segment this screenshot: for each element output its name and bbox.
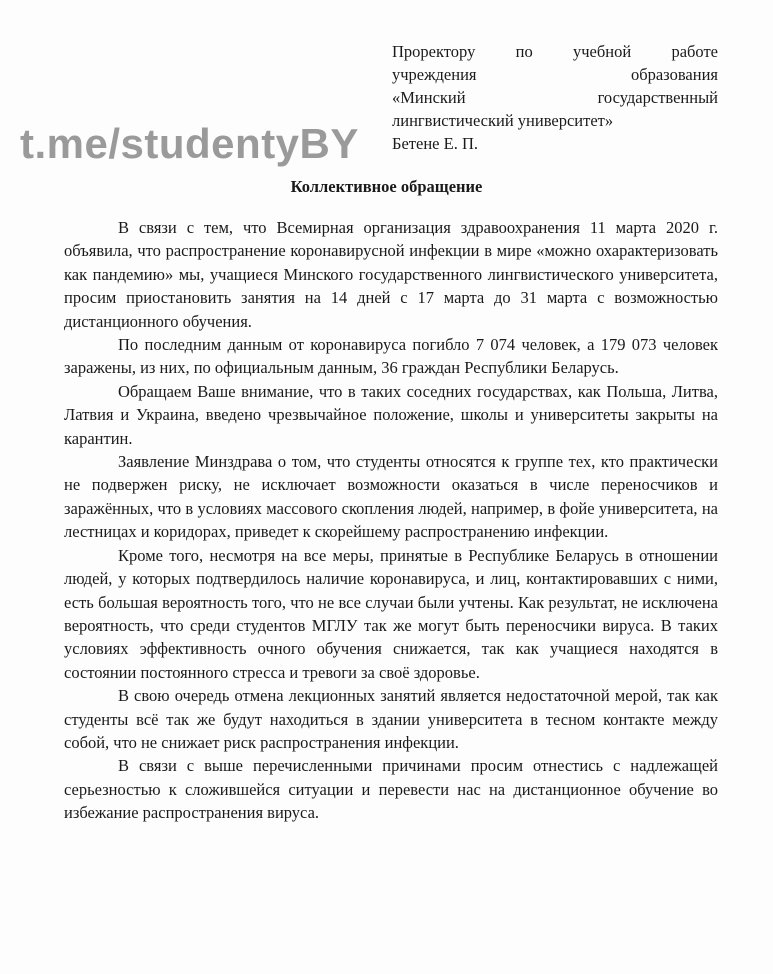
- addressee-line: «Минский государственный: [392, 88, 718, 107]
- addressee-line: учреждения образования: [392, 65, 718, 84]
- body-paragraph: Кроме того, несмотря на все меры, принятые в Республике Беларусь в отношении людей, у которых подтвердилось наличие коронавируса, и лиц, контактировавших с ними, есть большая вероятность того, что не все случаи были учтены. Как результат, не исключена вероятность, что среди студентов МГЛУ так же могут быть переносчики вируса. В таких условиях эффективность очного обучения снижается, так как учащиеся находятся в состоянии постоянного стресса и тревоги за своё здоровье.: [64, 545, 718, 682]
- body-paragraph: В свою очередь отмена лекционных занятий является недостаточной мерой, так как студенты всё так же будут находиться в здании университета в тесном контакте между собой, что не снижает риск распространения инфекции.: [64, 686, 718, 752]
- body-paragraph: Обращаем Ваше внимание, что в таких соседних государствах, как Польша, Литва, Латвия и Украина, введено чрезвычайное положение, школы и университеты закрыты на карантин.: [64, 381, 718, 448]
- body-paragraph: В связи с тем, что Всемирная организация здравоохранения 11 марта 2020 г. объявила, что распространение коронавирусной инфекции в мире «можно охарактеризовать как пандемию» мы, учащиеся Минского государственного лингвистического университета, просим приостановить занятия на 14 дней с 17 марта до 31 марта с возможностью дистанционного обучения.: [64, 218, 718, 331]
- body-paragraph: В связи с выше перечисленными причинами просим отнестись с надлежащей серьезностью к сложившейся ситуации и перевести нас на дистанционное обучение во избежание распространения вируса.: [64, 756, 718, 823]
- addressee-line: Проректору по учебной работе: [392, 42, 718, 61]
- body-paragraph: По последним данным от коронавируса погибло 7 074 человек, а 179 073 человек заражены, из них, по официальным данным, 36 граждан Республики Беларусь.: [64, 335, 718, 378]
- addressee-block: [392, 40, 718, 155]
- channel-watermark: t.me/studentyBY: [20, 120, 359, 167]
- document-title: Коллективное обращение: [290, 177, 483, 196]
- body-paragraph: Заявление Минздрава о том, что студенты относятся к группе тех, кто практически не подвержен риску, не исключает возможности оказаться в числе переносчиков и заражённых, что в условиях массового скопления людей, например, в фойе университета, на лестницах и коридорах, приведет к скорейшему распространению инфекции.: [64, 452, 718, 542]
- addressee-line: лингвистический университет»: [392, 111, 614, 130]
- addressee-name: Бетене Е. П.: [392, 134, 478, 153]
- document-body: [64, 216, 718, 825]
